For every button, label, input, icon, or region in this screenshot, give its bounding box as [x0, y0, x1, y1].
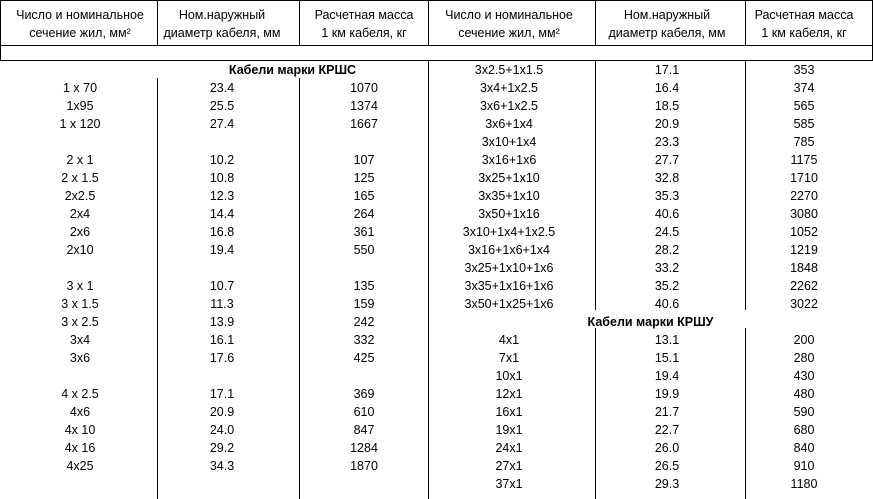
- header-column-divider: [595, 0, 596, 45]
- table-cell-diameter: 16.4: [654, 81, 680, 95]
- table-cell-mass: 680: [793, 423, 815, 437]
- table-cell-section: 4 x 2.5: [61, 387, 99, 401]
- header-cell-line1: Ном.наружный: [623, 8, 711, 22]
- table-cell-section: 3x6: [69, 351, 91, 365]
- table-cell-diameter: 35.3: [654, 189, 680, 203]
- header-bottom-border: [0, 45, 873, 46]
- table-cell-section: 3x50+1x16: [478, 207, 540, 221]
- table-cell-diameter: 34.3: [209, 459, 235, 473]
- header-cell-line1: Расчетная масса: [754, 8, 854, 22]
- header-cell-line2: диаметр кабеля, мм: [608, 26, 726, 40]
- table-cell-mass: 361: [353, 225, 375, 239]
- header-column-divider: [299, 0, 300, 45]
- table-cell-diameter: 17.6: [209, 351, 235, 365]
- table-cell-section: 3x6+1x2.5: [479, 99, 539, 113]
- table-cell-section: 2x10: [66, 243, 94, 257]
- table-cell-mass: 3022: [790, 297, 818, 311]
- table-cell-section: 1 x 120: [59, 117, 101, 131]
- table-cell-mass: 550: [353, 243, 375, 257]
- table-cell-mass: 565: [793, 99, 815, 113]
- table-cell-section: 4x1: [498, 333, 520, 347]
- table-cell-diameter: 17.1: [654, 63, 680, 77]
- table-cell-diameter: 23.4: [209, 81, 235, 95]
- table-cell-diameter: 26.5: [654, 459, 680, 473]
- table-top-border: [0, 0, 873, 1]
- table-cell-diameter: 24.5: [654, 225, 680, 239]
- table-cell-section: 2x2.5: [64, 189, 96, 203]
- table-cell-section: 3x4: [69, 333, 91, 347]
- table-cell-mass: 430: [793, 369, 815, 383]
- table-cell-diameter: 19.4: [654, 369, 680, 383]
- table-cell-section: 12x1: [495, 387, 523, 401]
- table-cell-diameter: 16.1: [209, 333, 235, 347]
- table-cell-section: 3 x 1.5: [61, 297, 99, 311]
- table-cell-section: 37x1: [495, 477, 523, 491]
- header-cell-line2: 1 км кабеля, кг: [321, 26, 407, 40]
- table-cell-mass: 242: [353, 315, 375, 329]
- table-cell-mass: 1219: [790, 243, 818, 257]
- table-cell-diameter: 20.9: [654, 117, 680, 131]
- table-cell-section: 3x6+1x4: [485, 117, 533, 131]
- header-cell-line2: диаметр кабеля, мм: [163, 26, 281, 40]
- table-cell-mass: 1667: [350, 117, 378, 131]
- table-cell-diameter: 27.7: [654, 153, 680, 167]
- header-cell-line2: 1 км кабеля, кг: [761, 26, 847, 40]
- table-cell-section: 19x1: [495, 423, 523, 437]
- table-cell-diameter: 20.9: [209, 405, 235, 419]
- header-column-divider: [428, 0, 429, 45]
- table-cell-section: 3x25+1x10+1x6: [464, 261, 554, 275]
- table-cell-section: 2x6: [69, 225, 91, 239]
- table-cell-section: 3x4+1x2.5: [479, 81, 539, 95]
- table-cell-diameter: 33.2: [654, 261, 680, 275]
- table-cell-mass: 1284: [350, 441, 378, 455]
- table-cell-diameter: 29.2: [209, 441, 235, 455]
- table-left-border: [0, 0, 1, 60]
- header-cell-line2: сечение жил, мм²: [29, 26, 131, 40]
- table-cell-mass: 1374: [350, 99, 378, 113]
- table-cell-section: 3x25+1x10: [478, 171, 540, 185]
- table-cell-diameter: 22.7: [654, 423, 680, 437]
- table-cell-section: 3x16+1x6+1x4: [467, 243, 550, 257]
- table-cell-section: 4x25: [66, 459, 94, 473]
- table-cell-mass: 610: [353, 405, 375, 419]
- table-cell-mass: 374: [793, 81, 815, 95]
- table-cell-mass: 3080: [790, 207, 818, 221]
- table-cell-section: 2x4: [69, 207, 91, 221]
- table-cell-mass: 1052: [790, 225, 818, 239]
- table-cell-diameter: 23.3: [654, 135, 680, 149]
- header-cell-line1: Число и номинальное: [16, 8, 144, 22]
- table-cell-mass: 280: [793, 351, 815, 365]
- table-cell-mass: 910: [793, 459, 815, 473]
- table-cell-mass: 1175: [790, 153, 818, 167]
- table-cell-section: 16x1: [495, 405, 523, 419]
- table-cell-mass: 1710: [790, 171, 818, 185]
- table-cell-diameter: 21.7: [654, 405, 680, 419]
- table-cell-mass: 1180: [790, 477, 818, 491]
- header-cell-line1: Ном.наружный: [178, 8, 266, 22]
- table-cell-section: 2 x 1: [66, 153, 94, 167]
- table-cell-section: 1x95: [66, 99, 94, 113]
- table-cell-section: 4x 16: [64, 441, 96, 455]
- table-cell-section: 2 x 1.5: [61, 171, 99, 185]
- table-cell-section: 1 x 70: [62, 81, 98, 95]
- table-cell-mass: 585: [793, 117, 815, 131]
- header-column-divider: [745, 0, 746, 45]
- table-cell-mass: 369: [353, 387, 375, 401]
- table-cell-mass: 840: [793, 441, 815, 455]
- table-cell-diameter: 10.2: [209, 153, 235, 167]
- table-cell-mass: 264: [353, 207, 375, 221]
- table-cell-diameter: 19.9: [654, 387, 680, 401]
- table-cell-mass: 125: [353, 171, 375, 185]
- table-cell-section: 4x6: [69, 405, 91, 419]
- table-cell-diameter: 35.2: [654, 279, 680, 293]
- table-cell-diameter: 25.5: [209, 99, 235, 113]
- table-cell-diameter: 32.8: [654, 171, 680, 185]
- table-cell-section: 3x50+1x25+1x6: [464, 297, 554, 311]
- table-cell-diameter: 13.1: [654, 333, 680, 347]
- table-cell-mass: 1070: [350, 81, 378, 95]
- table-cell-mass: 590: [793, 405, 815, 419]
- table-cell-section: 3x35+1x16+1x6: [464, 279, 554, 293]
- table-cell-mass: 480: [793, 387, 815, 401]
- table-cell-mass: 2262: [790, 279, 818, 293]
- table-cell-diameter: 10.8: [209, 171, 235, 185]
- table-cell-diameter: 26.0: [654, 441, 680, 455]
- table-cell-diameter: 18.5: [654, 99, 680, 113]
- header-column-divider: [157, 0, 158, 45]
- table-cell-diameter: 16.8: [209, 225, 235, 239]
- table-cell-mass: 200: [793, 333, 815, 347]
- table-cell-section: 10x1: [495, 369, 523, 383]
- header-cell-line1: Расчетная масса: [314, 8, 414, 22]
- table-cell-section: 3 x 1: [66, 279, 94, 293]
- table-cell-section: 3 x 2.5: [61, 315, 99, 329]
- section-title-krshs: Кабели марки КРШС: [228, 63, 357, 77]
- header-cell-line1: Число и номинальное: [445, 8, 573, 22]
- table-cell-diameter: 12.3: [209, 189, 235, 203]
- table-cell-diameter: 40.6: [654, 297, 680, 311]
- table-cell-section: 7x1: [498, 351, 520, 365]
- table-cell-diameter: 40.6: [654, 207, 680, 221]
- table-cell-mass: 785: [793, 135, 815, 149]
- table-cell-diameter: 10.7: [209, 279, 235, 293]
- table-cell-mass: 1848: [790, 261, 818, 275]
- table-cell-diameter: 17.1: [209, 387, 235, 401]
- table-cell-mass: 353: [793, 63, 815, 77]
- table-cell-diameter: 15.1: [654, 351, 680, 365]
- header-cell-line2: сечение жил, мм²: [458, 26, 560, 40]
- table-cell-mass: 159: [353, 297, 375, 311]
- section-title-krshu: Кабели марки КРШУ: [587, 315, 714, 329]
- table-cell-section: 24x1: [495, 441, 523, 455]
- table-cell-section: 3x16+1x6: [481, 153, 537, 167]
- table-cell-diameter: 28.2: [654, 243, 680, 257]
- table-cell-diameter: 27.4: [209, 117, 235, 131]
- table-cell-mass: 425: [353, 351, 375, 365]
- table-cell-diameter: 29.3: [654, 477, 680, 491]
- table-cell-section: 3x10+1x4: [481, 135, 537, 149]
- table-cell-section: 4x 10: [64, 423, 96, 437]
- table-cell-mass: 135: [353, 279, 375, 293]
- table-cell-diameter: 11.3: [210, 297, 234, 311]
- table-cell-mass: 2270: [790, 189, 818, 203]
- table-cell-mass: 165: [353, 189, 375, 203]
- body-column-divider: [299, 78, 300, 499]
- table-cell-mass: 107: [353, 153, 375, 167]
- table-cell-diameter: 13.9: [209, 315, 235, 329]
- table-cell-section: 3x2.5+1x1.5: [474, 63, 544, 77]
- table-cell-section: 3x35+1x10: [478, 189, 540, 203]
- table-cell-diameter: 24.0: [209, 423, 235, 437]
- table-cell-mass: 332: [353, 333, 375, 347]
- table-cell-mass: 847: [353, 423, 375, 437]
- table-cell-section: 3x10+1x4+1x2.5: [462, 225, 556, 239]
- table-cell-diameter: 19.4: [209, 243, 235, 257]
- table-cell-mass: 1870: [350, 459, 378, 473]
- table-cell-section: 27x1: [495, 459, 523, 473]
- table-cell-diameter: 14.4: [209, 207, 235, 221]
